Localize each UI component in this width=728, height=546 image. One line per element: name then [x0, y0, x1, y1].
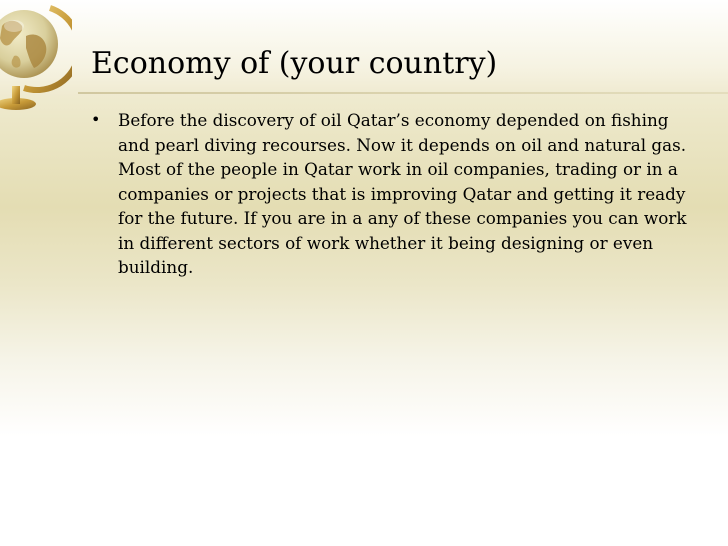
bullet-marker: •	[91, 110, 101, 129]
bullet-item	[91, 108, 691, 280]
slide-title: Economy of (your country)	[91, 46, 498, 81]
bullet-text: Before the discovery of oil Qatar’s economy depended on fishing and pearl diving recourses. Now it depends on oil and natural gas. Most of the people in Qatar work in oil companies, trading or in a companies or projects that is improving Qatar and getting it ready for the future. If you are in a any of these companies you can work in different sectors of work whether it being designing or even building.	[118, 110, 687, 277]
title-divider	[78, 92, 728, 94]
globe-icon	[0, 0, 72, 116]
bullet-list	[91, 108, 691, 280]
